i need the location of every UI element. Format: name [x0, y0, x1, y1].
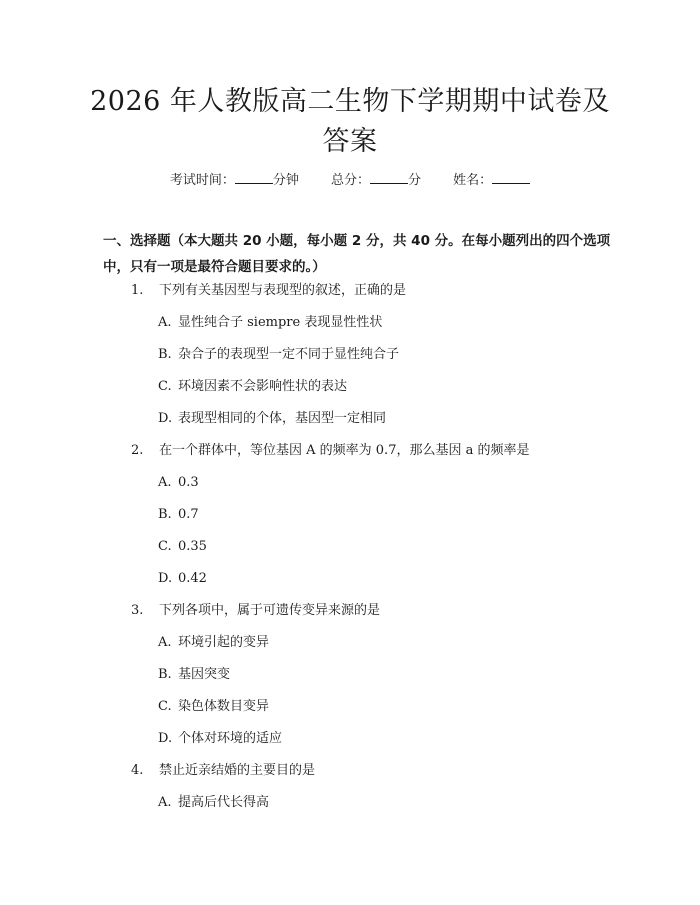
option-3c [158, 698, 269, 716]
option-letter: B. [158, 347, 172, 362]
option-letter: C. [158, 539, 172, 554]
option-1b [158, 346, 399, 364]
option-text: 染色体数目变异 [178, 699, 270, 714]
total-score-field [331, 170, 421, 190]
option-text: 0.35 [178, 539, 207, 554]
option-letter: B. [158, 667, 172, 682]
question-text: 下列有关基因型与表现型的叙述，正确的是 [159, 283, 407, 298]
option-letter: D. [158, 731, 173, 746]
exam-info-row [0, 170, 700, 190]
option-letter: A. [158, 475, 172, 490]
option-2a [158, 474, 199, 492]
option-3a [158, 634, 269, 652]
option-letter: D. [158, 411, 173, 426]
exam-time-label: 考试时间： [169, 173, 235, 188]
option-text: 环境引起的变异 [178, 635, 270, 650]
option-text: 杂合子的表现型一定不同于显性纯合子 [178, 347, 400, 362]
question-text: 禁止近亲结婚的主要目的是 [159, 763, 316, 778]
option-2b [158, 506, 199, 524]
question-number: 3. [131, 603, 144, 618]
question-number: 4. [131, 763, 144, 778]
option-letter: A. [158, 795, 172, 810]
option-letter: C. [158, 699, 172, 714]
option-letter: C. [158, 379, 172, 394]
question-3 [131, 602, 380, 620]
exam-time-blank [235, 170, 273, 184]
question-text: 在一个群体中，等位基因 A 的频率为 0.7，那么基因 a 的频率是 [159, 443, 530, 458]
total-score-blank [370, 170, 408, 184]
option-text: 0.7 [178, 507, 199, 522]
option-letter: B. [158, 507, 172, 522]
total-score-unit: 分 [408, 173, 422, 188]
option-1c [158, 378, 347, 396]
exam-time-unit: 分钟 [272, 173, 299, 188]
option-1a [158, 314, 382, 332]
question-1 [131, 282, 406, 300]
option-text: 0.3 [178, 475, 199, 490]
question-number: 2. [131, 443, 144, 458]
option-text: 个体对环境的适应 [178, 731, 283, 746]
option-letter: A. [158, 315, 172, 330]
option-text: 提高后代长得高 [178, 795, 270, 810]
option-1d [158, 410, 386, 428]
option-text: 显性纯合子 siempre 表现显性性状 [178, 315, 383, 330]
question-2 [131, 442, 529, 460]
option-text: 环境因素不会影响性状的表达 [178, 379, 348, 394]
option-2c [158, 538, 207, 556]
option-text: 0.42 [178, 571, 207, 586]
student-name-blank [492, 170, 530, 184]
question-text: 下列各项中，属于可遗传变异来源的是 [159, 603, 381, 618]
option-text: 表现型相同的个体，基因型一定相同 [178, 411, 387, 426]
question-number: 1. [131, 283, 144, 298]
section-heading: 一、选择题（本大题共 20 小题，每小题 2 分，共 40 分。在每小题列出的四个选项中，只有一项是最符合题目要求的。） [103, 233, 611, 275]
option-2d [158, 570, 207, 588]
exam-time-field [170, 170, 299, 190]
option-text: 基因突变 [178, 667, 231, 682]
total-score-label: 总分： [330, 173, 370, 188]
question-4 [131, 762, 315, 780]
option-4a [158, 794, 269, 812]
student-name-field [453, 170, 530, 190]
page-title: 2026 年人教版高二生物下学期期中试卷及答案 [90, 86, 610, 157]
student-name-label: 姓名： [453, 173, 493, 188]
option-letter: A. [158, 635, 172, 650]
option-3b [158, 666, 230, 684]
option-letter: D. [158, 571, 173, 586]
option-3d [158, 730, 282, 748]
